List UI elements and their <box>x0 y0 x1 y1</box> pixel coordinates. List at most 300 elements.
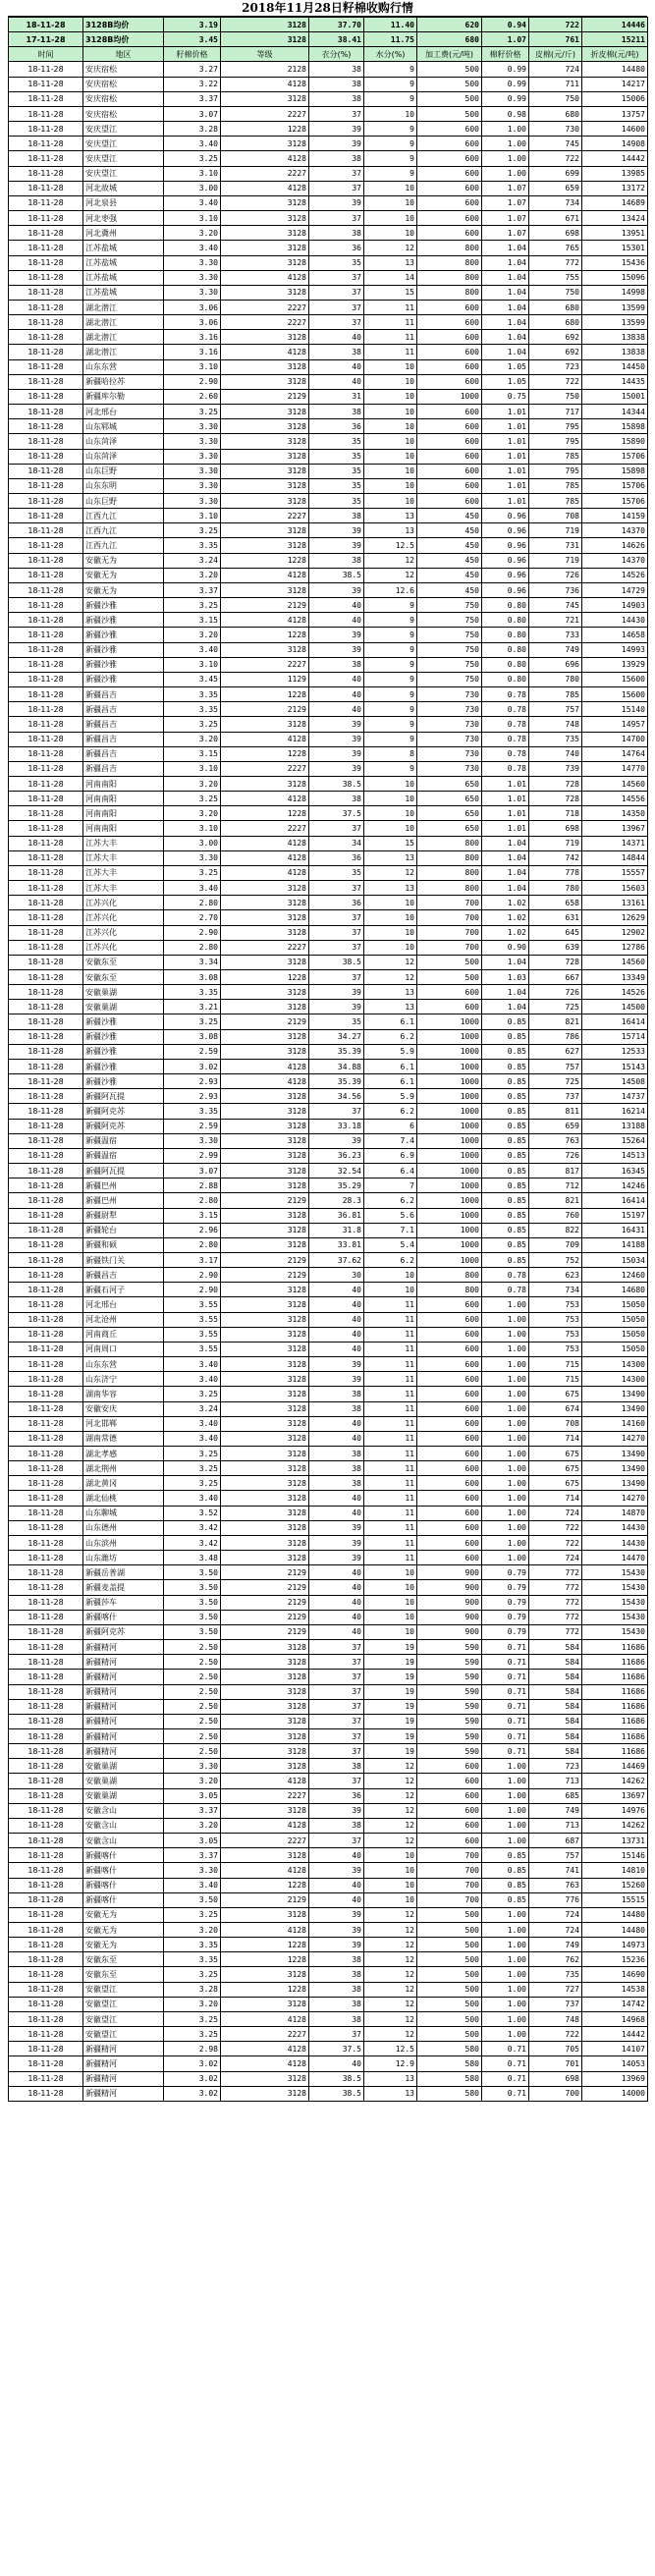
cell-lint-percent: 35 <box>309 464 364 478</box>
cell-lint-price-jin: 724 <box>529 1551 582 1565</box>
cell-region: 新疆沙雅 <box>83 1014 164 1029</box>
table-row <box>9 464 648 478</box>
cell-region: 安徽无为 <box>83 568 164 582</box>
cell-cottonseed-price: 1.00 <box>482 1401 529 1416</box>
cell-region: 安徽巢湖 <box>83 985 164 1000</box>
cell-processing-fee: 700 <box>417 1863 482 1878</box>
cell-processing-fee: 1000 <box>417 1148 482 1163</box>
cell-cottonseed-price: 1.04 <box>482 330 529 345</box>
cell-processing-fee: 750 <box>417 672 482 686</box>
cell-region: 3128B均价 <box>83 18 164 32</box>
cell-date: 18-11-28 <box>9 1818 83 1833</box>
cell-lint-percent: 38 <box>309 1982 364 1997</box>
cell-lint-price-jin: 760 <box>529 1208 582 1223</box>
cell-moisture: 10 <box>364 1580 417 1595</box>
cell-grade: 3128 <box>221 494 309 509</box>
cell-region: 山东郓城 <box>83 419 164 434</box>
cell-lint-price-ton: 12786 <box>582 940 648 955</box>
cell-moisture: 11 <box>364 1447 417 1461</box>
cell-cottonseed-price: 1.04 <box>482 315 529 330</box>
cell-lint-price-jin: 687 <box>529 1834 582 1848</box>
cell-lint-price-ton: 14160 <box>582 1416 648 1431</box>
cell-lint-percent: 38 <box>309 151 364 166</box>
cell-lint-price-ton: 11686 <box>582 1670 648 1684</box>
cell-lint-price-ton: 14450 <box>582 359 648 374</box>
cell-seed-cotton-price: 3.40 <box>164 642 221 657</box>
cell-date: 18-11-28 <box>9 1580 83 1595</box>
cell-seed-cotton-price: 3.25 <box>164 1387 221 1401</box>
cell-lint-price-ton: 15146 <box>582 1848 648 1863</box>
cell-date: 18-11-28 <box>9 881 83 896</box>
cell-lint-price-jin: 675 <box>529 1447 582 1461</box>
cell-seed-cotton-price: 3.02 <box>164 2086 221 2101</box>
cell-region: 新疆沙雅 <box>83 1044 164 1059</box>
cell-seed-cotton-price: 3.20 <box>164 628 221 642</box>
cell-cottonseed-price: 1.07 <box>482 211 529 226</box>
table-row <box>9 2011 648 2026</box>
table-row <box>9 1461 648 1476</box>
cell-seed-cotton-price: 3.50 <box>164 1565 221 1580</box>
cell-grade: 3128 <box>221 1491 309 1506</box>
cell-processing-fee: 1000 <box>417 1044 482 1059</box>
cell-lint-percent: 38 <box>309 345 364 359</box>
cell-moisture: 10 <box>364 389 417 404</box>
cell-grade: 3128 <box>221 359 309 374</box>
cell-date: 18-11-28 <box>9 1863 83 1878</box>
cell-processing-fee: 800 <box>417 850 482 865</box>
cell-grade: 2129 <box>221 389 309 404</box>
cell-grade: 2129 <box>221 1624 309 1639</box>
cell-region: 新疆巴州 <box>83 1178 164 1193</box>
cell-grade: 4128 <box>221 1863 309 1878</box>
cell-seed-cotton-price: 3.48 <box>164 1551 221 1565</box>
cell-lint-percent: 38 <box>309 1461 364 1476</box>
table-row <box>9 1208 648 1223</box>
cell-date: 18-11-28 <box>9 1788 83 1803</box>
cell-lint-price-jin: 726 <box>529 985 582 1000</box>
cell-seed-cotton-price: 2.50 <box>164 1744 221 1759</box>
cell-lint-percent: 40 <box>309 1416 364 1431</box>
cell-date: 18-11-28 <box>9 1491 83 1506</box>
cell-lint-price-ton: 14998 <box>582 285 648 300</box>
table-row <box>9 77 648 91</box>
cell-cottonseed-price: 1.00 <box>482 151 529 166</box>
cell-date: 18-11-28 <box>9 62 83 77</box>
cell-date: 18-11-28 <box>9 1595 83 1610</box>
cell-date: 18-11-28 <box>9 1431 83 1446</box>
cell-lint-price-jin: 715 <box>529 1372 582 1387</box>
cell-date: 18-11-28 <box>9 195 83 210</box>
cell-cottonseed-price: 1.04 <box>482 836 529 850</box>
cell-seed-cotton-price: 3.10 <box>164 166 221 181</box>
cell-lint-price-ton: 15430 <box>582 1565 648 1580</box>
table-row <box>9 166 648 181</box>
cell-seed-cotton-price: 3.20 <box>164 732 221 746</box>
cell-cottonseed-price: 1.00 <box>482 1357 529 1372</box>
cell-cottonseed-price: 0.71 <box>482 2042 529 2056</box>
cell-grade: 1228 <box>221 628 309 642</box>
cell-lint-price-jin: 680 <box>529 315 582 330</box>
cell-grade: 4128 <box>221 77 309 91</box>
cell-processing-fee: 800 <box>417 836 482 850</box>
cell-processing-fee: 1000 <box>417 1014 482 1029</box>
cell-grade: 3128 <box>221 1744 309 1759</box>
cell-cottonseed-price: 1.01 <box>482 821 529 836</box>
cell-moisture: 10 <box>364 1268 417 1283</box>
cell-cottonseed-price: 1.07 <box>482 32 529 47</box>
table-row <box>9 449 648 464</box>
cell-date: 18-11-28 <box>9 1133 83 1148</box>
cell-cottonseed-price: 0.96 <box>482 553 529 568</box>
cell-moisture: 12 <box>364 1982 417 1997</box>
table-row <box>9 1759 648 1774</box>
cell-lint-percent: 38 <box>309 509 364 523</box>
cell-lint-percent: 39 <box>309 642 364 657</box>
cell-moisture: 10 <box>364 195 417 210</box>
cell-seed-cotton-price: 3.35 <box>164 1938 221 1952</box>
cell-processing-fee: 600 <box>417 1297 482 1312</box>
cell-lint-price-jin: 821 <box>529 1193 582 1208</box>
cell-lint-percent: 38 <box>309 226 364 241</box>
cell-grade: 1228 <box>221 970 309 985</box>
cell-seed-cotton-price: 3.35 <box>164 687 221 702</box>
cell-date: 18-11-28 <box>9 1148 83 1163</box>
cell-cottonseed-price: 0.71 <box>482 2056 529 2071</box>
table-row <box>9 1491 648 1506</box>
cell-lint-price-ton: 13838 <box>582 345 648 359</box>
table-row <box>9 1714 648 1728</box>
cell-processing-fee: 600 <box>417 1803 482 1818</box>
cell-grade: 2129 <box>221 1892 309 1907</box>
cell-lint-price-ton: 15260 <box>582 1878 648 1892</box>
table-row <box>9 1268 648 1283</box>
cell-moisture: 10 <box>364 1878 417 1892</box>
cell-processing-fee: 600 <box>417 137 482 151</box>
cell-moisture: 11 <box>364 1416 417 1431</box>
cell-seed-cotton-price: 3.25 <box>164 523 221 538</box>
cell-lint-price-jin: 705 <box>529 2042 582 2056</box>
cell-lint-price-jin: 753 <box>529 1297 582 1312</box>
cell-lint-price-ton: 15264 <box>582 1133 648 1148</box>
cell-grade: 1228 <box>221 1952 309 1967</box>
cell-moisture: 11 <box>364 1520 417 1535</box>
cell-date: 18-11-28 <box>9 1655 83 1670</box>
cell-cottonseed-price: 1.00 <box>482 1774 529 1788</box>
cell-grade: 4128 <box>221 2011 309 2026</box>
cell-lint-price-jin: 712 <box>529 1178 582 1193</box>
cell-seed-cotton-price: 3.40 <box>164 881 221 896</box>
cell-lint-price-ton: 14159 <box>582 509 648 523</box>
cell-moisture: 10 <box>364 434 417 449</box>
cell-region: 新疆精河 <box>83 1744 164 1759</box>
cell-cottonseed-price: 1.00 <box>482 1327 529 1342</box>
cell-grade: 3128 <box>221 523 309 538</box>
cell-moisture: 13 <box>364 523 417 538</box>
cell-region: 新疆精河 <box>83 2086 164 2101</box>
cell-lint-price-ton: 14300 <box>582 1357 648 1372</box>
cell-processing-fee: 730 <box>417 702 482 717</box>
cell-date: 18-11-28 <box>9 598 83 613</box>
cell-moisture: 11.75 <box>364 32 417 47</box>
cell-lint-percent: 39 <box>309 1520 364 1535</box>
cell-processing-fee: 1000 <box>417 1074 482 1089</box>
cell-lint-percent: 40 <box>309 2056 364 2071</box>
cell-moisture: 10 <box>364 419 417 434</box>
cell-lint-price-jin: 753 <box>529 1312 582 1327</box>
cell-region: 新疆喀什 <box>83 1863 164 1878</box>
cell-processing-fee: 600 <box>417 419 482 434</box>
cell-lint-price-ton: 15034 <box>582 1252 648 1267</box>
cell-lint-percent: 40 <box>309 687 364 702</box>
table-row <box>9 672 648 686</box>
cell-moisture: 19 <box>364 1699 417 1714</box>
cell-lint-percent: 38 <box>309 1967 364 1982</box>
cell-seed-cotton-price: 3.06 <box>164 315 221 330</box>
cell-processing-fee: 500 <box>417 1907 482 1922</box>
cell-lint-price-ton: 15430 <box>582 1595 648 1610</box>
cell-region: 新疆精河 <box>83 1655 164 1670</box>
cell-grade: 2227 <box>221 821 309 836</box>
cell-lint-percent: 40 <box>309 1878 364 1892</box>
cell-lint-price-jin: 745 <box>529 137 582 151</box>
table-row <box>9 1342 648 1356</box>
cell-moisture: 7.1 <box>364 1223 417 1237</box>
cell-cottonseed-price: 0.78 <box>482 702 529 717</box>
cell-region: 河北邯郸 <box>83 1416 164 1431</box>
cell-grade: 3128 <box>221 195 309 210</box>
cell-moisture: 9 <box>364 657 417 672</box>
cell-date: 18-11-28 <box>9 2042 83 2056</box>
cell-region: 江苏大丰 <box>83 881 164 896</box>
cell-moisture: 10 <box>364 1624 417 1639</box>
price-table <box>8 17 648 2102</box>
cell-lint-price-jin: 675 <box>529 1461 582 1476</box>
cell-lint-percent: 40 <box>309 1580 364 1595</box>
cell-date: 18-11-28 <box>9 836 83 850</box>
cell-region: 江西九江 <box>83 509 164 523</box>
cell-date: 18-11-28 <box>9 1506 83 1520</box>
cell-grade: 1228 <box>221 806 309 821</box>
cell-lint-price-ton: 14430 <box>582 613 648 628</box>
table-row <box>9 1624 648 1639</box>
cell-date: 18-11-28 <box>9 1164 83 1178</box>
cell-date: 18-11-28 <box>9 776 83 791</box>
cell-seed-cotton-price: 3.40 <box>164 1878 221 1892</box>
cell-seed-cotton-price: 3.40 <box>164 1372 221 1387</box>
cell-lint-price-ton: 11686 <box>582 1728 648 1743</box>
cell-date: 18-11-28 <box>9 2011 83 2026</box>
table-row <box>9 1818 648 1833</box>
cell-lint-price-ton: 13757 <box>582 106 648 121</box>
cell-lint-percent: 36 <box>309 850 364 865</box>
cell-lint-price-ton: 14469 <box>582 1759 648 1774</box>
cell-processing-fee: 900 <box>417 1610 482 1624</box>
cell-date: 18-11-28 <box>9 613 83 628</box>
table-row <box>9 985 648 1000</box>
cell-processing-fee: 650 <box>417 776 482 791</box>
cell-moisture: 9 <box>364 62 417 77</box>
cell-lint-percent: 40 <box>309 1283 364 1297</box>
cell-cottonseed-price: 0.79 <box>482 1595 529 1610</box>
cell-grade: 3128 <box>221 1655 309 1670</box>
cell-grade: 3128 <box>221 1208 309 1223</box>
cell-date: 18-11-28 <box>9 226 83 241</box>
cell-lint-price-ton: 14844 <box>582 850 648 865</box>
table-row <box>9 1283 648 1297</box>
cell-grade: 3128 <box>221 2086 309 2101</box>
cell-lint-percent: 37 <box>309 1774 364 1788</box>
cell-processing-fee: 650 <box>417 792 482 806</box>
cell-grade: 3128 <box>221 32 309 47</box>
cell-moisture: 12 <box>364 1923 417 1938</box>
cell-lint-price-jin: 728 <box>529 955 582 969</box>
cell-lint-percent: 40 <box>309 613 364 628</box>
cell-lint-percent: 40 <box>309 1565 364 1580</box>
cell-processing-fee: 600 <box>417 1312 482 1327</box>
cell-lint-price-jin: 780 <box>529 881 582 896</box>
cell-date: 18-11-28 <box>9 1387 83 1401</box>
cell-date: 18-11-28 <box>9 122 83 137</box>
cell-lint-price-ton: 15096 <box>582 270 648 285</box>
cell-lint-percent: 38 <box>309 1476 364 1491</box>
cell-lint-price-jin: 763 <box>529 1878 582 1892</box>
cell-lint-price-jin: 723 <box>529 359 582 374</box>
cell-cottonseed-price: 1.04 <box>482 1000 529 1014</box>
cell-cottonseed-price: 0.71 <box>482 1684 529 1699</box>
cell-lint-price-jin: 722 <box>529 1520 582 1535</box>
cell-lint-price-jin: 757 <box>529 1848 582 1863</box>
cell-region: 安徽东至 <box>83 1952 164 1967</box>
cell-region: 河北冀州 <box>83 226 164 241</box>
cell-cottonseed-price: 1.02 <box>482 925 529 940</box>
table-row <box>9 137 648 151</box>
cell-lint-price-jin: 726 <box>529 568 582 582</box>
cell-region: 湖北潜江 <box>83 315 164 330</box>
cell-lint-price-ton: 14344 <box>582 405 648 419</box>
cell-seed-cotton-price: 2.80 <box>164 896 221 910</box>
cell-region: 新疆阿克苏 <box>83 1624 164 1639</box>
cell-lint-percent: 37 <box>309 300 364 314</box>
cell-lint-price-jin: 722 <box>529 1535 582 1550</box>
cell-grade: 3128 <box>221 1178 309 1193</box>
cell-processing-fee: 730 <box>417 717 482 732</box>
cell-cottonseed-price: 1.04 <box>482 270 529 285</box>
cell-processing-fee: 500 <box>417 91 482 106</box>
cell-seed-cotton-price: 3.20 <box>164 806 221 821</box>
cell-cottonseed-price: 0.79 <box>482 1565 529 1580</box>
cell-lint-percent: 38 <box>309 553 364 568</box>
cell-lint-percent: 37 <box>309 166 364 181</box>
cell-date: 18-11-28 <box>9 1834 83 1848</box>
cell-moisture: 11 <box>364 1312 417 1327</box>
cell-lint-price-jin: 726 <box>529 1148 582 1163</box>
cell-lint-percent: 38.5 <box>309 776 364 791</box>
cell-cottonseed-price: 1.01 <box>482 464 529 478</box>
cell-grade: 2227 <box>221 300 309 314</box>
cell-lint-percent: 39 <box>309 1535 364 1550</box>
cell-cottonseed-price: 0.85 <box>482 1059 529 1073</box>
cell-seed-cotton-price: 3.30 <box>164 270 221 285</box>
cell-lint-percent: 36.81 <box>309 1208 364 1223</box>
cell-seed-cotton-price: 3.25 <box>164 1447 221 1461</box>
cell-seed-cotton-price: 3.20 <box>164 1997 221 2011</box>
cell-lint-price-jin: 685 <box>529 1788 582 1803</box>
cell-date: 18-11-28 <box>9 285 83 300</box>
cell-date: 18-11-28 <box>9 1952 83 1967</box>
cell-lint-percent: 40 <box>309 1848 364 1863</box>
cell-lint-percent: 38.5 <box>309 2071 364 2086</box>
cell-lint-price-jin: 772 <box>529 1580 582 1595</box>
cell-date: 18-11-28 <box>9 1803 83 1818</box>
cell-region: 新疆沙雅 <box>83 1029 164 1044</box>
table-row <box>9 211 648 226</box>
cell-region: 新疆沙雅 <box>83 613 164 628</box>
table-row <box>9 1148 648 1163</box>
cell-date: 18-11-28 <box>9 434 83 449</box>
cell-region: 安徽巢湖 <box>83 1759 164 1774</box>
cell-processing-fee: 800 <box>417 255 482 270</box>
table-row <box>9 405 648 419</box>
cell-processing-fee: 800 <box>417 270 482 285</box>
cell-grade: 3128 <box>221 1089 309 1104</box>
cell-lint-percent: 40 <box>309 672 364 686</box>
cell-region: 江苏大丰 <box>83 865 164 880</box>
cell-lint-price-jin: 785 <box>529 494 582 509</box>
cell-moisture: 11.40 <box>364 18 417 32</box>
cell-lint-price-ton: 14968 <box>582 2011 648 2026</box>
cell-grade: 3128 <box>221 1297 309 1312</box>
table-row <box>9 1670 648 1684</box>
cell-date: 18-11-28 <box>9 405 83 419</box>
cell-grade: 2129 <box>221 702 309 717</box>
cell-cottonseed-price: 1.04 <box>482 255 529 270</box>
cell-region: 湖北仙桃 <box>83 1491 164 1506</box>
price-sheet <box>8 0 647 2102</box>
table-row <box>9 642 648 657</box>
cell-moisture: 11 <box>364 330 417 345</box>
cell-lint-price-jin: 780 <box>529 672 582 686</box>
cell-lint-price-ton: 15436 <box>582 255 648 270</box>
cell-region: 河北泉县 <box>83 195 164 210</box>
table-row <box>9 925 648 940</box>
cell-date: 18-11-28 <box>9 850 83 865</box>
table-row <box>9 538 648 553</box>
cell-seed-cotton-price: 3.10 <box>164 359 221 374</box>
table-row <box>9 91 648 106</box>
cell-lint-price-ton: 14560 <box>582 955 648 969</box>
cell-moisture: 19 <box>364 1728 417 1743</box>
cell-cottonseed-price: 0.78 <box>482 761 529 776</box>
cell-grade: 4128 <box>221 151 309 166</box>
cell-lint-percent: 38.5 <box>309 568 364 582</box>
cell-region: 新疆精河 <box>83 1714 164 1728</box>
cell-seed-cotton-price: 2.88 <box>164 1178 221 1193</box>
cell-moisture: 10 <box>364 359 417 374</box>
cell-processing-fee: 500 <box>417 1982 482 1997</box>
cell-seed-cotton-price: 3.02 <box>164 1059 221 1073</box>
cell-grade: 3128 <box>221 1237 309 1252</box>
cell-region: 江苏盐城 <box>83 255 164 270</box>
cell-cottonseed-price: 1.04 <box>482 850 529 865</box>
cell-lint-price-ton: 13490 <box>582 1447 648 1461</box>
cell-lint-price-ton: 14262 <box>582 1774 648 1788</box>
table-row <box>9 702 648 717</box>
cell-lint-price-ton: 15898 <box>582 419 648 434</box>
table-row <box>9 1416 648 1431</box>
cell-cottonseed-price: 1.00 <box>482 1372 529 1387</box>
cell-grade: 3128 <box>221 1133 309 1148</box>
cell-seed-cotton-price: 3.45 <box>164 672 221 686</box>
